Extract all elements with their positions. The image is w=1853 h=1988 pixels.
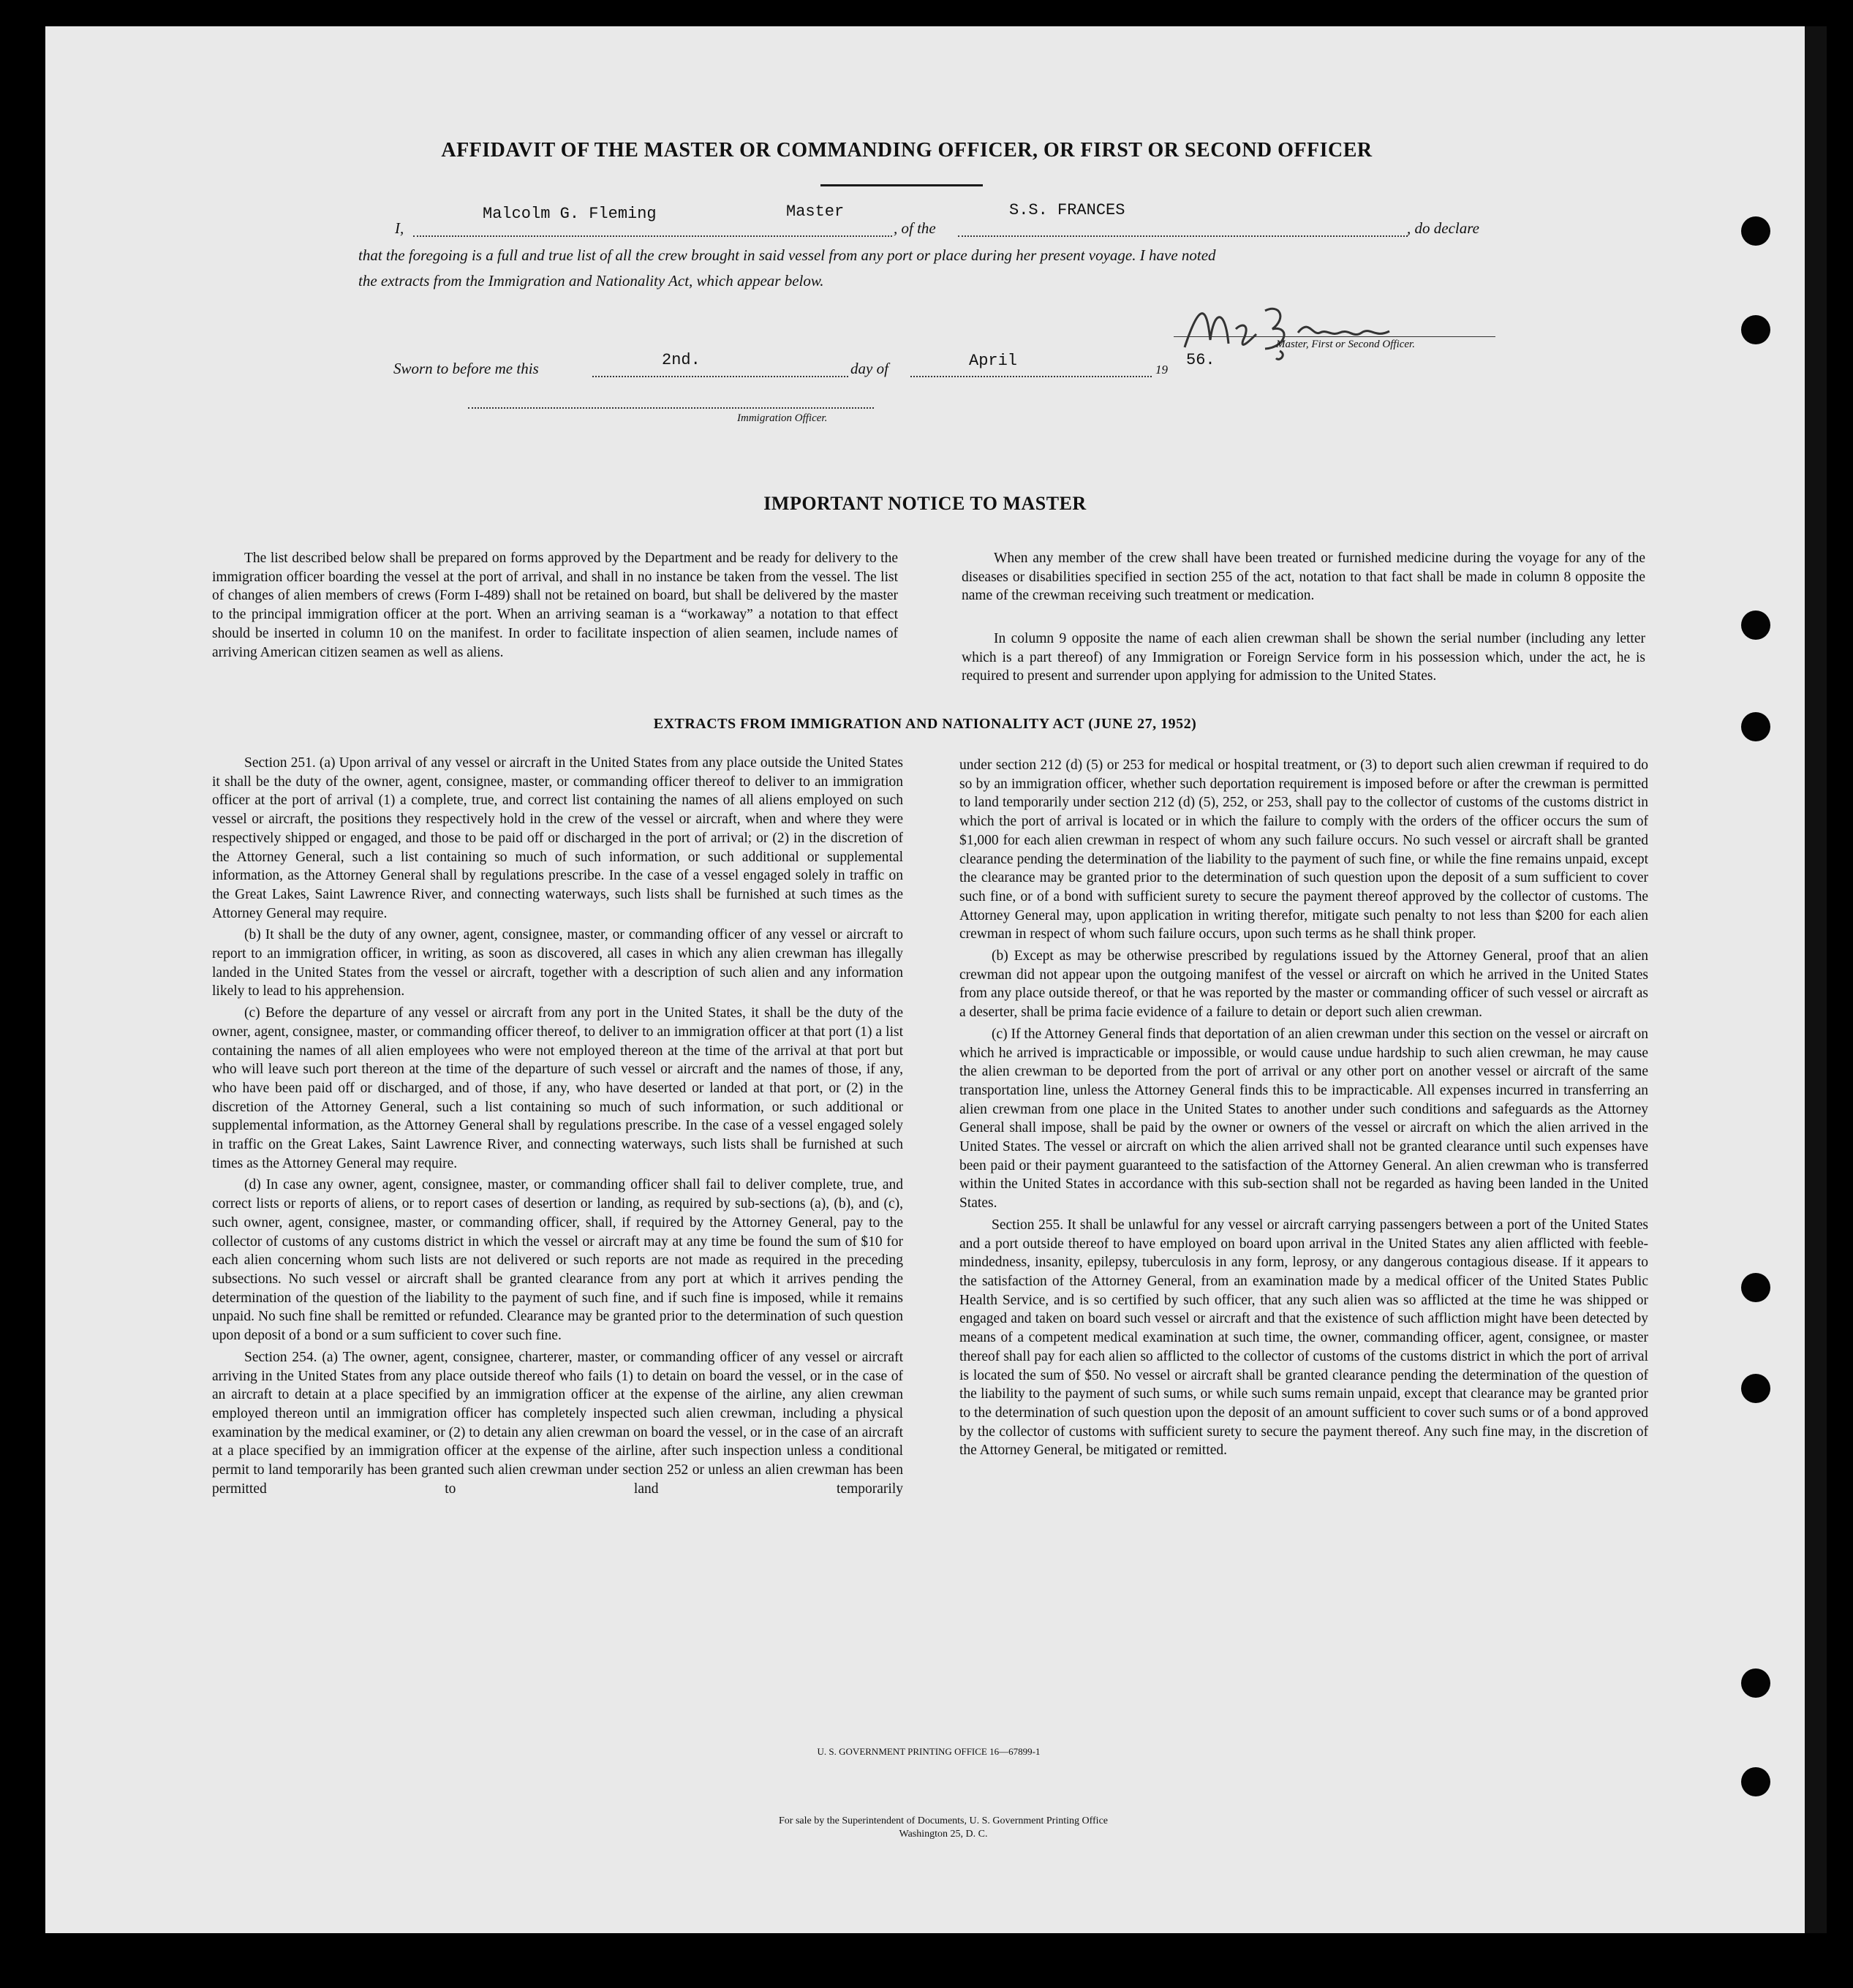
section-254-c: (c) If the Attorney General finds that deportation of an alien crewman under this section on the vessel or aircraft on which he arrived is impracticable or impossible, or would cause undue hardship to such alien crewman, he may cause the alien crewman to be deported from the port of arrival or any other port on another vessel or aircraft of the same transportation line, unless the Attorney General finds this to be impracticable. All expenses incurred in transferring an alien crewman from one place in the United States to another under such conditions and safeguards as the Attorney General shall impose, shall be paid by the owner or owners of the vessel or aircraft on which the alien arrived in the United States. The vessel or aircraft on which the alien arrived shall not be granted clearance until such expenses have been paid or their payment guaranteed to the satisfaction of the Attorney General. An alien crewman who is transferred within the United States in accordance with this sub-section shall not be regarded as having been landed in the United States.	[959, 1026, 1648, 1212]
notice-right-paragraph-1: When any member of the crew shall have been treated or furnished medicine during the voyage for any of the diseases or disabilities specified in section 255 of the act, notation to that fact shall be made in column 8 opposite the name of the crewman receiving such treatment or medication.	[962, 551, 1645, 604]
punch-hole	[1741, 1767, 1770, 1796]
section-254-a-continued: under section 212 (d) (5) or 253 for medical or hospital treatment, or (3) to deport such alien crewman if required to do so by an immigration officer, whether such deportation requirement is imposed before or after the crewman is permitted to land temporarily under section 212 (d) (5), 252, or 253, shall pay to the collector of customs of the customs district in which the port of arrival is located or in which the failure to comply with the orders of the officer occurs the sum of $1,000 for each alien crewman in respect of whom any such failure occurs. No such vessel or aircraft shall be granted clearance pending the determination of the liability to the payment of such fine, or while the fine remains unpaid, except the clearance may be granted prior to the determination of such question upon the deposit of a sum sufficient to cover such fine, or of a bond with sufficient surety to secure the payment thereof approved by the collector of customs. The Attorney General may, upon application in writing therefor, mitigate such penalty to not less than $200 for each alien crewman in respect of whom such failure occurs, upon such terms as he shall think proper.	[959, 757, 1648, 942]
day-of-label: day of	[850, 360, 888, 377]
section-251-d: (d) In case any owner, agent, consignee, master, or commanding officer shall fail to deliver complete, true, and correct lists or reports of aliens, or to report cases of desertion or landing, as required by sub-sections (a), (b), and (c), such owner, agent, consignee, master, or commanding officer, shall, if required by the Attorney General, pay to the collector of customs of any customs district in which the vessel or aircraft may at any time be found the sum of $10 for each alien concerning whom such lists are not delivered or such reports are not made as required in the preceding subsections. No such vessel or aircraft shall be granted clearance from any port at which it arrives pending the determination of the question of the liability to the payment of such fine, and if such fine is imposed, while it remains unpaid. No such fine shall be remitted or refunded. Clearance may be granted prior to the determination of such question upon deposit of a bond or a sum sufficient to cover such fine.	[212, 1177, 903, 1344]
do-declare-label: , do declare	[1407, 219, 1479, 237]
punch-hole	[1741, 1374, 1770, 1403]
notice-title: IMPORTANT NOTICE TO MASTER	[763, 493, 1087, 514]
signature-line	[1174, 336, 1495, 337]
vessel-line	[958, 235, 1408, 237]
title-rule	[820, 184, 983, 186]
declaration-line-1: that the foregoing is a full and true list of all the crew brought in said vessel from any port or place during her present voyage. I have noted	[358, 246, 1216, 264]
year-prefix: 19	[1155, 363, 1168, 377]
footer-line-1: For sale by the Superintendent of Documents, U. S. Government Printing Office	[779, 1815, 1108, 1826]
notice-left-paragraph: The list described below shall be prepared on forms approved by the Department and be ready for delivery to the immigration officer boarding the vessel at the port of arrival, and shall in no instance be taken from the vessel. The list of changes of alien members of crews (Form I-489) shall not be retained on board, but shall be delivered by the master to the principal immigration officer at the port. When an arriving seaman is a “workaway” a notation to that effect should be inserted in column 10 on the manifest. In order to facilitate inspection of alien seamen, include names of arriving American citizen seamen as well as aliens.	[212, 551, 898, 660]
master-rank: Master	[786, 203, 845, 221]
sworn-month: April	[969, 352, 1018, 370]
section-254-a: Section 254. (a) The owner, agent, consignee, charterer, master, or commanding officer of any vessel or aircraft arriving in the United States from any place outside thereof who fails (1) to detain on board the vessel, or in the case of an aircraft to detain at a place specified by an immigration officer at the expense of the airline, any alien crewman employed thereon until an immigration officer has completely inspected such alien crewman, including a physical examination by the medical examiner, or (2) to detain any alien crewman on board the vessel, or in the case of an aircraft at a place specified by an immigration officer at the expense of the airline, after such inspection unless a conditional permit to land temporarily has been granted such alien crewman under section 252 or unless an alien crewman has been permitted to land temporarily	[212, 1349, 903, 1497]
name-line	[413, 235, 892, 237]
sworn-day-line	[592, 376, 848, 377]
section-255: Section 255. It shall be unlawful for any vessel or aircraft carrying passengers between a port of the United States and a port outside thereof to have employed on board upon arrival in the United States any alien afflicted with feeble-mindedness, insanity, epilepsy, tuberculosis in any form, leprosy, or any dangerous contagious disease. If it appears to the satisfaction of the Attorney General, from an examination made by a medical officer of the United States Public Health Service, and is so certified by such officer, that any such alien was so afflicted at the time he was shipped or engaged and taken on board such vessel or aircraft and that the existence of such affliction might have been detected by means of a competent medical examination at such time, the owner, commanding officer, agent, consignee, or master thereof shall pay for each alien so afflicted to the collector of customs of the customs district in which the port of arrival is located the sum of $50. No vessel or aircraft shall be granted clearance pending the determination of the question of the liability to the payment of such sums, or while such sums remain unpaid, except that clearance may be granted prior to the determination of such question upon the deposit of an amount sufficient to cover such sums or of a bond approved by the collector of customs with sufficient surety to secure the payment thereof. Any such fine may, in the discretion of the Attorney General, be mitigated or remitted.	[959, 1217, 1648, 1459]
punch-hole	[1741, 1668, 1770, 1698]
section-251-c: (c) Before the departure of any vessel or aircraft from any port in the United States, it shall be the duty of the owner, agent, consignee, master, or commanding officer thereof, to deliver to an immigration officer at that port (1) a list containing the names of all alien employees who were not employed thereon at the time of the arrival at that port but who will leave such port thereon at the time of the departure of such vessel or aircraft and the names of those, if any, who have been paid off or discharged, and of those, if any, who have deserted or landed at that port, or (2) in the discretion of the Attorney General, such a list containing so much of such information, or such additional or supplemental information, as the Attorney General shall by regulations prescribe. In the case of a vessel engaged solely in traffic on the Great Lakes, Saint Lawrence River, and connecting waterways, such lists shall be furnished at such times as the Attorney General may require.	[212, 1005, 903, 1171]
punch-hole	[1741, 712, 1770, 741]
section-254-b: (b) Except as may be otherwise prescribed by regulations issued by the Attorney General, proof that an alien crewman did not appear upon the outgoing manifest of the vessel or aircraft on which he arrived in the United States from any place outside thereof, or that he was reported by the master or commanding officer of such vessel or aircraft as a deserter, shall be prima facie evidence of a failure to detain or deport such alien crewman.	[959, 948, 1648, 1021]
punch-hole	[1741, 315, 1770, 344]
extracts-left-column	[212, 754, 903, 1501]
punch-hole	[1741, 216, 1770, 246]
section-251-a: Section 251. (a) Upon arrival of any vessel or aircraft in the United States from any place outside the United States it shall be the duty of the owner, agent, consignee, master, or commanding officer thereof to deliver to an immigration officer at the port of arrival (1) a complete, true, and correct list containing the names of all aliens employed on such vessel or aircraft, the positions they respectively hold in the crew of the vessel or aircraft, when and where they were respectively shipped or engaged, and those to be paid off or discharged in the port of arrival; or (2) in the discretion of the Attorney General, such a list containing so much of such information, or such additional or supplemental information, as the Attorney General shall by regulations prescribe. In the case of a vessel engaged solely in traffic on the Great Lakes, Saint Lawrence River, and connecting waterways, such lists shall be furnished at such times as the Attorney General may require.	[212, 755, 903, 921]
punch-hole	[1741, 1273, 1770, 1302]
sworn-year: 56.	[1186, 351, 1215, 369]
extracts-title: EXTRACTS FROM IMMIGRATION AND NATIONALITY ACT (JUNE 27, 1952)	[653, 716, 1197, 732]
affidavit-i-label: I,	[395, 219, 404, 237]
affidavit-title: AFFIDAVIT OF THE MASTER OR COMMANDING OFFICER, OR FIRST OR SECOND OFFICER	[441, 139, 1373, 162]
signature-caption: Master, First or Second Officer.	[1276, 339, 1415, 350]
sworn-label: Sworn to before me this	[393, 360, 539, 377]
immigration-officer-line	[468, 407, 874, 409]
extracts-right-column	[959, 756, 1648, 1463]
immigration-officer-caption: Immigration Officer.	[737, 412, 828, 424]
printer-mark: U. S. GOVERNMENT PRINTING OFFICE 16—67899-1	[817, 1746, 1041, 1757]
footer-line-2: Washington 25, D. C.	[899, 1829, 988, 1840]
declaration-line-2: the extracts from the Immigration and Nationality Act, which appear below.	[358, 272, 824, 290]
sworn-day: 2nd.	[662, 351, 701, 369]
master-name: Malcolm G. Fleming	[483, 205, 657, 223]
vessel-name: S.S. FRANCES	[1009, 201, 1125, 219]
punch-hole	[1741, 611, 1770, 640]
section-251-b: (b) It shall be the duty of any owner, agent, consignee, master, or commanding officer of any vessel or aircraft to report to an immigration officer, in writing, as soon as discovered, all cases in which any alien crewman has illegally landed in the United States from the vessel or aircraft, together with a description of such alien and any information likely to lead to his apprehension.	[212, 927, 903, 999]
of-the-label: , of the	[894, 219, 936, 237]
sworn-month-line	[910, 376, 1152, 377]
notice-right-paragraph-2: In column 9 opposite the name of each alien crewman shall be shown the serial number (including any letter which is a part thereof) of any Immigration or Foreign Service form in his possession which, under the act, he is required to present and surrender upon applying for admission to the United States.	[962, 631, 1645, 684]
sheet-right-edge	[1805, 26, 1827, 1933]
